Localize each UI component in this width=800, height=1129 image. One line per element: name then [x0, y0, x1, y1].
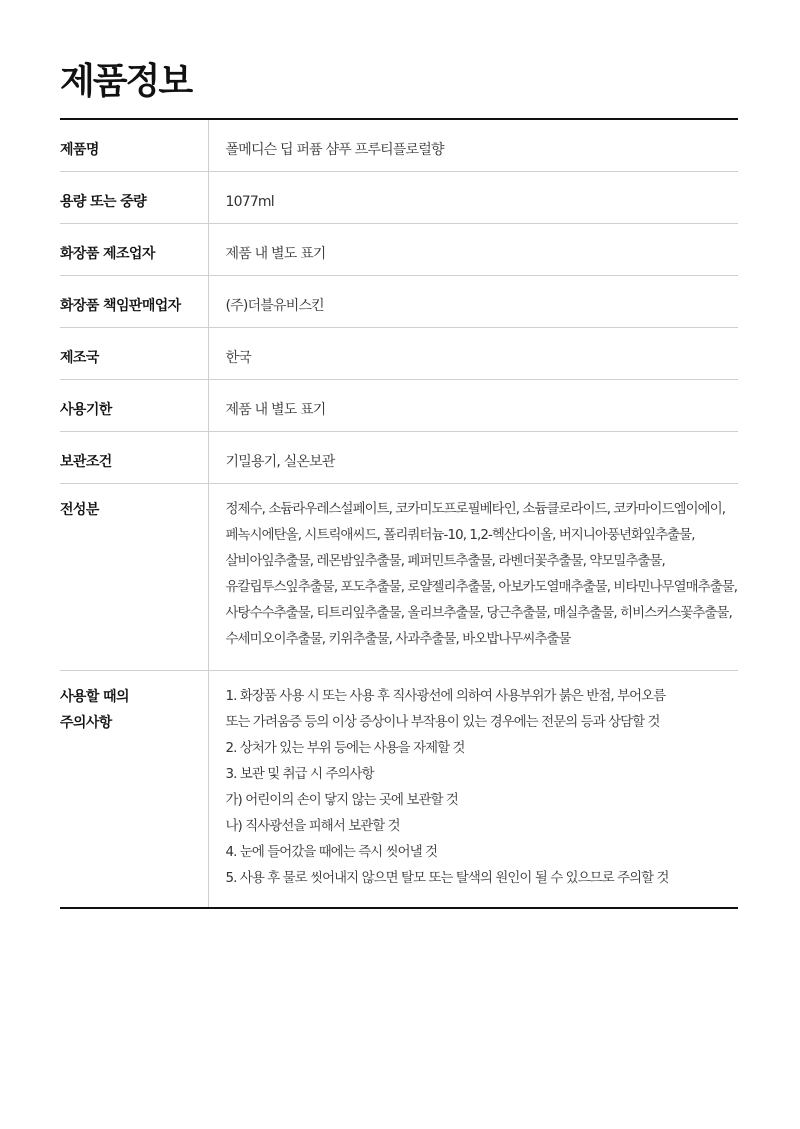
row-distributor — [60, 276, 738, 328]
row-value: 한국 — [225, 350, 251, 366]
product-info-table — [60, 118, 738, 909]
caution-line: 2. 상처가 있는 부위 등에는 사용을 자제할 것 — [225, 741, 465, 756]
row-country — [60, 328, 738, 380]
row-label: 용량 또는 중량 — [60, 172, 208, 224]
caution-line: 4. 눈에 들어갔을 때에는 즉시 씻어낼 것 — [225, 845, 438, 860]
page-title: 제품정보 — [60, 61, 192, 102]
row-product-name — [60, 119, 738, 172]
row-label: 제품명 — [60, 119, 208, 172]
row-label: 전성분 — [60, 484, 208, 671]
row-storage — [60, 432, 738, 484]
caution-list — [208, 671, 738, 909]
row-label: 제조국 — [60, 328, 208, 380]
row-volume — [60, 172, 738, 224]
row-value: (주)더블유비스킨 — [225, 298, 324, 314]
row-expiry — [60, 380, 738, 432]
row-label: 사용기한 — [60, 380, 208, 432]
row-value: 폴메디슨 딥 퍼퓸 샴푸 프루티플로럴향 — [225, 142, 444, 158]
row-value: 제품 내 별도 표기 — [225, 246, 326, 262]
row-ingredients — [60, 484, 738, 671]
caution-line: 5. 사용 후 물로 씻어내지 않으면 탈모 또는 탈색의 원인이 될 수 있으므로 주의할 것 — [225, 871, 669, 886]
caution-line: 3. 보관 및 취급 시 주의사항 — [225, 767, 374, 782]
caution-line: 또는 가려움증 등의 이상 증상이나 부작용이 있는 경우에는 전문의 등과 상담할 것 — [225, 715, 660, 730]
caution-label-line: 주의사항 — [60, 715, 112, 731]
row-label — [60, 671, 208, 909]
row-value: 제품 내 별도 표기 — [225, 402, 326, 418]
row-label: 보관조건 — [60, 432, 208, 484]
row-label: 화장품 책임판매업자 — [60, 276, 208, 328]
ingredients-list: 정제수, 소듐라우레스설페이트, 코카미도프로필베타인, 소듐클로라이드, 코카마이드엠이에이, 페녹시에탄올, 시트릭애씨드, 폴리쿼터늄-10, 1,2-헥산다이올, 버지니아풍년화잎추출물, 살비아잎추출물, 레몬밤잎추출물, 페퍼민트추출물, 라벤더꽃추출물, 약모밀추출물, 유칼립투스잎추출물, 포도추출물, 로얄젤리추출물, 아보카도열매추출물, 비타민나무열매추출물, 사탕수수추출물, 티트리잎추출물, 올리브추출물, 당근추출물, 매실추출물, 히비스커스꽃추출물, 수세미오이추출물, 키위추출물, 사과추출물, 바오밥나무씨추출물 — [225, 502, 738, 647]
row-value: 기밀용기, 실온보관 — [225, 454, 335, 470]
row-caution — [60, 671, 738, 909]
caution-line: 1. 화장품 사용 시 또는 사용 후 직사광선에 의하여 사용부위가 붉은 반점, 부어오름 — [225, 689, 666, 704]
caution-line: 가) 어린이의 손이 닿지 않는 곳에 보관할 것 — [225, 793, 458, 808]
row-value: 1077ml — [225, 194, 274, 210]
caution-line: 나) 직사광선을 피해서 보관할 것 — [225, 819, 400, 834]
row-label: 화장품 제조업자 — [60, 224, 208, 276]
caution-label-line: 사용할 때의 — [60, 689, 129, 705]
row-manufacturer — [60, 224, 738, 276]
